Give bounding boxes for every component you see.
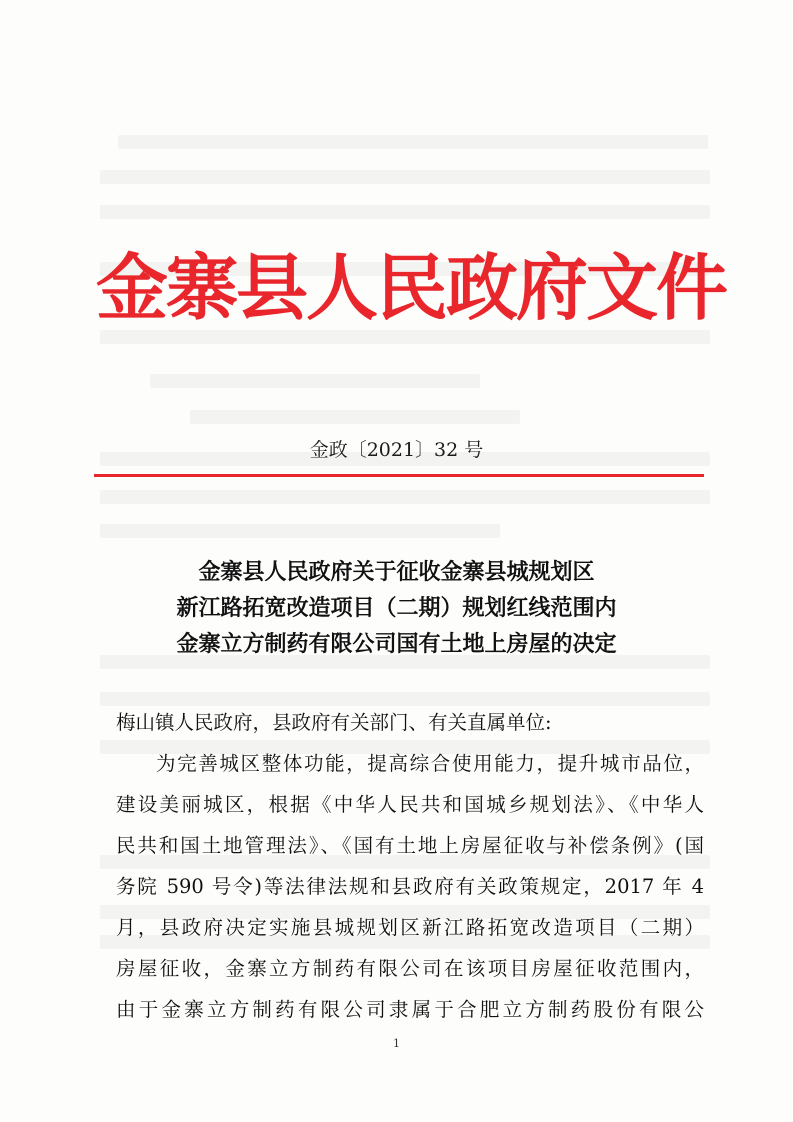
document-body bbox=[116, 702, 704, 1030]
document-number: 金政〔2021〕32 号 bbox=[309, 439, 484, 461]
body-line-1: 为完善城区整体功能，提高综合使用能力，提升城市品位， bbox=[156, 752, 704, 775]
title-line-1: 金寨县人民政府关于征收金寨县城规划区 bbox=[198, 560, 595, 585]
body-line-4: 务院 590 号令)等法律法规和县政府有关政策规定，2017 年 4 bbox=[116, 875, 704, 898]
body-line-7: 由于金寨立方制药有限公司隶属于合肥立方制药股份有限公 bbox=[116, 998, 704, 1021]
document-title bbox=[90, 555, 703, 663]
title-line-3: 金寨立方制药有限公司国有土地上房屋的决定 bbox=[176, 632, 617, 657]
recipients-line: 梅山镇人民政府，县政府有关部门、有关直属单位: bbox=[116, 711, 552, 734]
body-line-6: 房屋征收，金寨立方制药有限公司在该项目房屋征收范围内， bbox=[116, 957, 704, 980]
body-line-5: 月，县政府决定实施县城规划区新江路拓宽改造项目（二期） bbox=[116, 916, 704, 939]
masthead-title: 金寨县人民政府文件 bbox=[96, 246, 727, 330]
title-line-2: 新江路拓宽改造项目（二期）规划红线范围内 bbox=[176, 596, 617, 621]
page-number: 1 bbox=[393, 1037, 400, 1050]
body-line-3: 民共和国土地管理法》、《国有土地上房屋征收与补偿条例》(国 bbox=[116, 834, 704, 857]
red-divider-rule bbox=[94, 474, 704, 477]
body-line-2: 建设美丽城区，根据《中华人民共和国城乡规划法》、《中华人 bbox=[116, 793, 704, 816]
